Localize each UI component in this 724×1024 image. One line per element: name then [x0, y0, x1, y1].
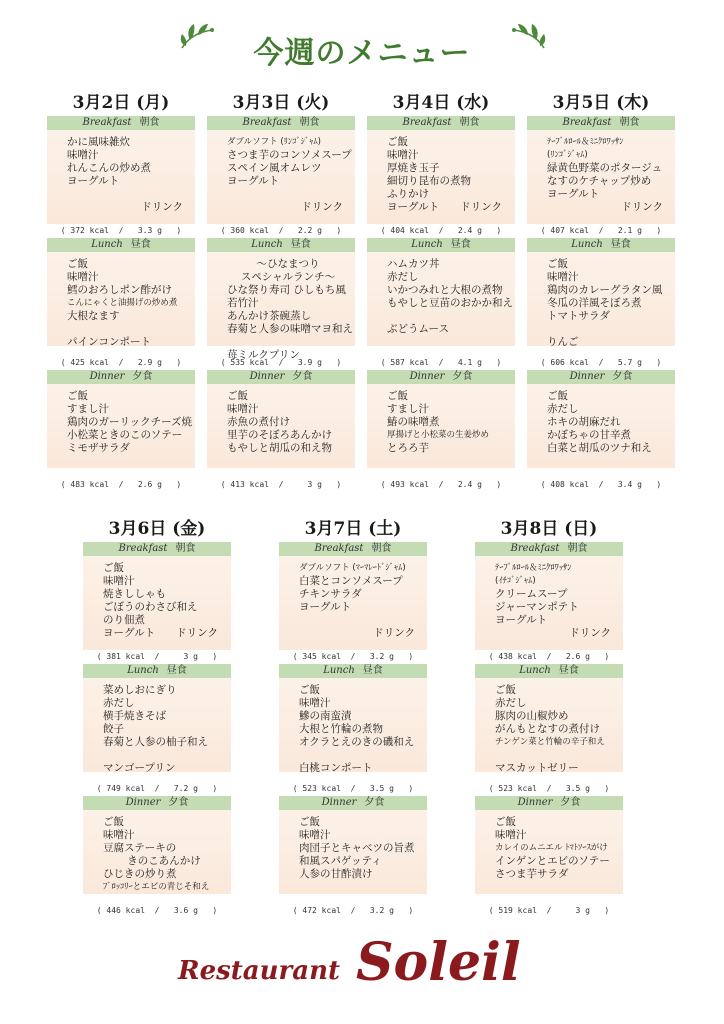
lunch-section	[83, 664, 231, 772]
menu-item: 赤だし	[495, 697, 527, 709]
menu-item: スペイン風オムレツ	[227, 162, 322, 174]
lunch-section	[47, 238, 195, 346]
breakfast-section	[475, 542, 623, 650]
menu-item	[299, 614, 421, 627]
menu-item: ご飯	[387, 390, 408, 402]
dinner-nutrition: ( 413 kcal / 3 g )	[220, 480, 342, 489]
menu-item: 鱈のおろしポン酢がけ	[67, 284, 172, 296]
restaurant-name: Soleil	[356, 932, 521, 993]
page-title: 今週のメニュー	[253, 36, 471, 71]
menu-item: ヨーグルト ドリンク	[103, 627, 218, 639]
menu-item: のり佃煮	[103, 614, 145, 626]
menu-item: 白桃コンポート	[299, 762, 373, 774]
menu-item: ドリンク	[141, 201, 183, 213]
menu-item: 緑黄色野菜のポタージュ	[547, 162, 663, 174]
header	[0, 18, 724, 78]
menu-item: チンゲン菜と竹輪の辛子和え	[495, 737, 605, 747]
day-column	[83, 518, 231, 928]
dinner-nutrition: ( 408 kcal / 3.4 g )	[540, 480, 662, 489]
menu-items	[475, 810, 623, 881]
breakfast-label	[367, 116, 515, 130]
breakfast-label	[47, 116, 195, 130]
menu-item: ドリンク	[569, 627, 611, 639]
menu-item: いかつみれと大根の煮物	[387, 284, 503, 296]
menu-item: 鶏肉のカレーグラタン風	[547, 284, 663, 296]
menu-item: ドリンク	[301, 201, 343, 213]
dinner-nutrition: ( 446 kcal / 3.6 g )	[96, 906, 218, 915]
lunch-section	[475, 664, 623, 772]
menu-item	[495, 749, 617, 762]
meal-name-en: Dinner	[321, 797, 357, 808]
meal-name-en: Lunch	[323, 665, 355, 676]
menu-item: 味噌汁	[67, 149, 99, 161]
menu-item: 白菜と胡瓜のツナ和え	[547, 442, 652, 454]
menu-item: 厚焼き玉子	[387, 162, 440, 174]
menu-item: 赤だし	[547, 403, 579, 415]
menu-item: ご飯	[547, 390, 568, 402]
menu-item: れんこんの炒め煮	[67, 162, 151, 174]
menu-item: あんかけ茶碗蒸し	[227, 310, 311, 322]
breakfast-section	[83, 542, 231, 650]
day-column	[279, 518, 427, 928]
menu-items	[367, 130, 515, 214]
menu-items	[279, 678, 427, 775]
meal-name-en: Breakfast	[510, 543, 560, 554]
dinner-nutrition: ( 483 kcal / 2.6 g )	[60, 480, 182, 489]
dinner-label	[47, 370, 195, 384]
menu-item: 味噌汁	[495, 829, 527, 841]
menu-item	[227, 336, 349, 349]
menu-item: ご飯	[387, 136, 408, 148]
menu-item: オクラとえのきの磯和え	[299, 736, 415, 748]
meal-name-en: Breakfast	[402, 117, 452, 128]
menu-item: ヨーグルト ドリンク	[387, 201, 502, 213]
breakfast-section	[207, 116, 355, 224]
breakfast-label	[475, 542, 623, 556]
meal-name-en: Breakfast	[118, 543, 168, 554]
meal-name-jp: 昼食	[450, 239, 471, 250]
menu-item: ご飯	[103, 562, 124, 574]
meal-name-en: Lunch	[519, 665, 551, 676]
restaurant-logo	[178, 932, 578, 1002]
menu-item: 春菊と人参の味噌マヨ和え	[227, 323, 353, 335]
menu-item: ﾃｰﾌﾞﾙﾛｰﾙ＆ﾐﾆｸﾛﾜｯｻﾝ	[547, 137, 624, 147]
dinner-section	[367, 370, 515, 468]
dinner-label	[367, 370, 515, 384]
menu-item: 細切り昆布の煮物	[387, 175, 471, 187]
breakfast-section	[279, 542, 427, 650]
menu-item: ミモザサラダ	[67, 442, 130, 454]
dinner-section	[527, 370, 675, 468]
menu-item: マンゴープリン	[103, 762, 176, 774]
menu-item: ご飯	[227, 390, 248, 402]
menu-item: 鰺の南蛮漬	[299, 710, 352, 722]
menu-item: 和風スパゲッティ	[299, 855, 382, 867]
menu-item: ご飯	[299, 684, 320, 696]
menu-item: ジャーマンポテト	[495, 601, 579, 613]
menu-item: トマトサラダ	[547, 310, 610, 322]
menu-item: カレイのムニエル ﾄﾏﾄｿｰｽがけ	[495, 843, 608, 853]
menu-item: ～ひなまつり	[256, 258, 320, 270]
menu-item: がんもとなすの煮付け	[495, 723, 600, 735]
meal-name-jp: 朝食	[619, 117, 640, 128]
menu-item: 味噌汁	[103, 575, 135, 587]
day-column	[527, 92, 675, 502]
menu-item: 苺ミルクプリン	[227, 349, 300, 361]
meal-name-en: Breakfast	[562, 117, 612, 128]
menu-item: ドリンク	[373, 627, 415, 639]
meal-name-en: Dinner	[249, 371, 285, 382]
menu-item: ご飯	[495, 816, 516, 828]
menu-item: ヨーグルト	[227, 175, 280, 187]
menu-item: ダブルソフト (ﾘﾝｺﾞｼﾞｬﾑ)	[227, 137, 321, 147]
meal-name-jp: 朝食	[139, 117, 160, 128]
lunch-section	[279, 664, 427, 772]
breakfast-label	[83, 542, 231, 556]
menu-item	[547, 323, 669, 336]
menu-item: こんにゃくと油揚げの炒め煮	[67, 298, 178, 308]
meal-name-en: Dinner	[517, 797, 553, 808]
lunch-nutrition: ( 523 kcal / 3.5 g )	[488, 784, 610, 793]
menu-item: ふりかけ	[387, 188, 429, 200]
menu-item: ヨーグルト	[547, 188, 600, 200]
dinner-nutrition: ( 493 kcal / 2.4 g )	[380, 480, 502, 489]
meal-name-jp: 朝食	[299, 117, 320, 128]
meal-name-jp: 昼食	[362, 665, 383, 676]
menu-items	[527, 252, 675, 349]
menu-items	[279, 556, 427, 640]
meal-name-en: Dinner	[89, 371, 125, 382]
menu-items	[367, 384, 515, 455]
menu-item: 味噌汁	[387, 149, 419, 161]
menu-item: ホキの胡麻だれ	[547, 416, 621, 428]
meal-name-jp: 夕食	[364, 797, 385, 808]
menu-item: ぶどうムース	[387, 323, 449, 335]
day-date: 3月6日 (金)	[108, 519, 206, 539]
menu-item: りんご	[547, 336, 579, 348]
breakfast-nutrition: ( 438 kcal / 2.6 g )	[488, 652, 610, 661]
breakfast-label	[527, 116, 675, 130]
meal-name-jp: 朝食	[175, 543, 196, 554]
menu-item: 肉団子とキャベツの旨煮	[299, 842, 415, 854]
menu-item: ひじきの炒り煮	[103, 868, 177, 880]
menu-items	[207, 252, 355, 362]
menu-item: 冬瓜の洋風そぼろ煮	[547, 297, 642, 309]
meal-name-jp: 夕食	[560, 797, 581, 808]
menu-item: ダブルソフト (ﾏｰﾏﾚｰﾄﾞｼﾞｬﾑ)	[299, 563, 406, 573]
day-date: 3月8日 (日)	[500, 519, 598, 539]
menu-items	[83, 556, 231, 640]
menu-item: かぼちゃの甘辛煮	[547, 429, 631, 441]
menu-item: チキンサラダ	[299, 588, 362, 600]
menu-item: (ﾘﾝｺﾞｼﾞｬﾑ)	[547, 150, 588, 160]
lunch-label	[475, 664, 623, 678]
meal-name-jp: 昼食	[130, 239, 151, 250]
menu-item: 里芋のそぼろあんかけ	[227, 429, 332, 441]
menu-item: 菜めしおにぎり	[103, 684, 177, 696]
breakfast-section	[367, 116, 515, 224]
menu-item: すまし汁	[67, 403, 109, 415]
breakfast-label	[207, 116, 355, 130]
menu-item: クリームスープ	[495, 588, 568, 600]
menu-item: インゲンとエビのソテー	[495, 855, 610, 867]
day-date: 3月7日 (土)	[304, 519, 402, 539]
dinner-label	[207, 370, 355, 384]
menu-item: 味噌汁	[547, 271, 579, 283]
day-column	[367, 92, 515, 502]
meal-name-en: Dinner	[409, 371, 445, 382]
menu-item: 餃子	[103, 723, 124, 735]
dinner-nutrition: ( 472 kcal / 3.2 g )	[292, 906, 414, 915]
menu-item: (ｲﾁｺﾞｼﾞｬﾑ)	[495, 576, 536, 586]
menu-items	[527, 130, 675, 214]
menu-items	[47, 252, 195, 349]
menu-item: 白菜とコンソメスープ	[299, 575, 403, 587]
menu-items	[475, 556, 623, 640]
dinner-section	[47, 370, 195, 468]
day-column	[207, 92, 355, 502]
breakfast-section	[527, 116, 675, 224]
menu-item: 鰆の味噌煮	[387, 416, 440, 428]
meal-name-jp: 朝食	[459, 117, 480, 128]
meal-name-jp: 夕食	[612, 371, 633, 382]
menu-items	[475, 678, 623, 775]
menu-item	[103, 749, 225, 762]
dinner-section	[83, 796, 231, 894]
menu-item: 豆腐ステーキの	[103, 842, 177, 854]
breakfast-nutrition: ( 345 kcal / 3.2 g )	[292, 652, 414, 661]
meal-name-jp: 昼食	[610, 239, 631, 250]
dinner-section	[279, 796, 427, 894]
menu-item: とろろ芋	[387, 442, 429, 454]
lunch-label	[279, 664, 427, 678]
menu-item: かに風味雑炊	[67, 136, 130, 148]
menu-item: 大根なます	[67, 310, 120, 322]
menu-items	[527, 384, 675, 455]
meal-name-en: Dinner	[125, 797, 161, 808]
meal-name-jp: 夕食	[168, 797, 189, 808]
leaf-ornament-icon	[508, 18, 548, 58]
menu-items	[83, 810, 231, 894]
menu-items	[83, 678, 231, 775]
menu-item: ご飯	[103, 816, 124, 828]
breakfast-label	[279, 542, 427, 556]
menu-item: マスカットゼリー	[495, 762, 579, 774]
meal-name-jp: 朝食	[371, 543, 392, 554]
menu-item: ひな祭り寿司 ひしもち風	[227, 284, 346, 296]
lunch-label	[207, 238, 355, 252]
day-date: 3月3日 (火)	[232, 93, 330, 113]
menu-item: 横手焼きそば	[103, 710, 166, 722]
menu-item: ご飯	[495, 684, 516, 696]
menu-item: もやしと豆苗のおかか和え	[387, 297, 513, 309]
dinner-section	[475, 796, 623, 894]
menu-item: 味噌汁	[227, 403, 259, 415]
meal-name-en: Breakfast	[314, 543, 364, 554]
menu-item: ハムカツ丼	[387, 258, 440, 270]
meal-name-jp: 昼食	[290, 239, 311, 250]
meal-name-en: Lunch	[411, 239, 443, 250]
menu-item	[67, 323, 189, 336]
menu-items	[47, 130, 195, 214]
dinner-section	[207, 370, 355, 468]
dinner-label	[279, 796, 427, 810]
menu-items	[207, 130, 355, 214]
breakfast-nutrition: ( 404 kcal / 2.4 g )	[380, 226, 502, 235]
menu-item: 春菊と人参の柚子和え	[103, 736, 208, 748]
lunch-nutrition: ( 606 kcal / 5.7 g )	[540, 358, 662, 367]
menu-item: ﾃｰﾌﾞﾙﾛｰﾙ＆ﾐﾆｸﾛﾜｯｻﾝ	[495, 563, 572, 573]
breakfast-nutrition: ( 407 kcal / 2.1 g )	[540, 226, 662, 235]
lunch-label	[47, 238, 195, 252]
menu-item: 赤だし	[387, 271, 419, 283]
menu-item: ごぼうのわさび和え	[103, 601, 198, 613]
menu-item: 味噌汁	[299, 697, 331, 709]
meal-name-en: Lunch	[127, 665, 159, 676]
menu-item: 豚肉の山椒炒め	[495, 710, 569, 722]
menu-items	[367, 252, 515, 336]
breakfast-nutrition: ( 360 kcal / 2.2 g )	[220, 226, 342, 235]
meal-name-jp: 昼食	[166, 665, 187, 676]
menu-item	[299, 749, 421, 762]
lunch-label	[83, 664, 231, 678]
menu-item: ヨーグルト	[67, 175, 120, 187]
dinner-label	[83, 796, 231, 810]
restaurant-word: Restaurant	[178, 956, 341, 986]
menu-item: 若竹汁	[227, 297, 259, 309]
menu-item: 焼きししゃも	[103, 588, 166, 600]
menu-item: なすのケチャップ炒め	[547, 175, 652, 187]
menu-item: 大根と竹輪の煮物	[299, 723, 383, 735]
menu-item: きのこあんかけ	[127, 855, 201, 867]
lunch-section	[527, 238, 675, 346]
menu-item	[387, 310, 509, 323]
menu-item: 厚揚げと小松菜の生姜炒め	[387, 430, 490, 440]
meal-name-en: Lunch	[91, 239, 123, 250]
menu-item: さつま芋サラダ	[495, 868, 569, 880]
menu-item: パインコンポート	[67, 336, 151, 348]
meal-name-en: Breakfast	[82, 117, 132, 128]
day-column	[475, 518, 623, 928]
menu-item: ヨーグルト	[299, 601, 352, 613]
meal-name-en: Breakfast	[242, 117, 292, 128]
lunch-nutrition: ( 535 kcal / 3.9 g )	[220, 358, 342, 367]
meal-name-en: Lunch	[251, 239, 283, 250]
meal-name-jp: 夕食	[452, 371, 473, 382]
day-date: 3月4日 (水)	[392, 93, 490, 113]
breakfast-nutrition: ( 381 kcal / 3 g )	[96, 652, 218, 661]
meal-name-jp: 夕食	[132, 371, 153, 382]
menu-item: 小松菜ときのこのソテー	[67, 429, 183, 441]
day-column	[47, 92, 195, 502]
meal-name-en: Lunch	[571, 239, 603, 250]
lunch-section	[367, 238, 515, 346]
breakfast-section	[47, 116, 195, 224]
menu-item: 赤魚の煮付け	[227, 416, 290, 428]
menu-item: スペシャルランチ～	[240, 271, 336, 283]
menu-item: ご飯	[299, 816, 320, 828]
menu-items	[279, 810, 427, 881]
menu-item: ご飯	[67, 390, 88, 402]
menu-item: 味噌汁	[103, 829, 135, 841]
day-date: 3月5日 (木)	[552, 93, 650, 113]
lunch-section	[207, 238, 355, 361]
menu-item	[67, 188, 189, 201]
menu-item	[227, 188, 349, 201]
menu-item: 赤だし	[103, 697, 135, 709]
lunch-nutrition: ( 587 kcal / 4.1 g )	[380, 358, 502, 367]
meal-name-en: Dinner	[569, 371, 605, 382]
menu-item: ご飯	[67, 258, 88, 270]
lunch-nutrition: ( 425 kcal / 2.9 g )	[60, 358, 182, 367]
dinner-label	[527, 370, 675, 384]
menu-item: ご飯	[547, 258, 568, 270]
lunch-label	[367, 238, 515, 252]
menu-items	[47, 384, 195, 455]
meal-name-jp: 夕食	[292, 371, 313, 382]
day-date: 3月2日 (月)	[72, 93, 170, 113]
menu-item: 鶏肉のガーリックチーズ焼	[67, 416, 193, 428]
lunch-nutrition: ( 749 kcal / 7.2 g )	[96, 784, 218, 793]
menu-item: ﾌﾞﾛｯｺﾘｰとエビの青じそ和え	[103, 882, 210, 892]
menu-item: ドリンク	[621, 201, 663, 213]
menu-item: 人参の甘酢漬け	[299, 868, 373, 880]
menu-item: 味噌汁	[67, 271, 99, 283]
menu-item: もやしと胡瓜の和え物	[227, 442, 332, 454]
dinner-nutrition: ( 519 kcal / 3 g )	[488, 906, 610, 915]
meal-name-jp: 昼食	[558, 665, 579, 676]
menu-item: ヨーグルト	[495, 614, 548, 626]
menu-item: すまし汁	[387, 403, 429, 415]
menu-items	[207, 384, 355, 455]
lunch-label	[527, 238, 675, 252]
dinner-label	[475, 796, 623, 810]
lunch-nutrition: ( 523 kcal / 3.5 g )	[292, 784, 414, 793]
menu-item: 味噌汁	[299, 829, 331, 841]
menu-item: さつま芋のコンソメスープ	[227, 149, 352, 161]
breakfast-nutrition: ( 372 kcal / 3.3 g )	[60, 226, 182, 235]
meal-name-jp: 朝食	[567, 543, 588, 554]
